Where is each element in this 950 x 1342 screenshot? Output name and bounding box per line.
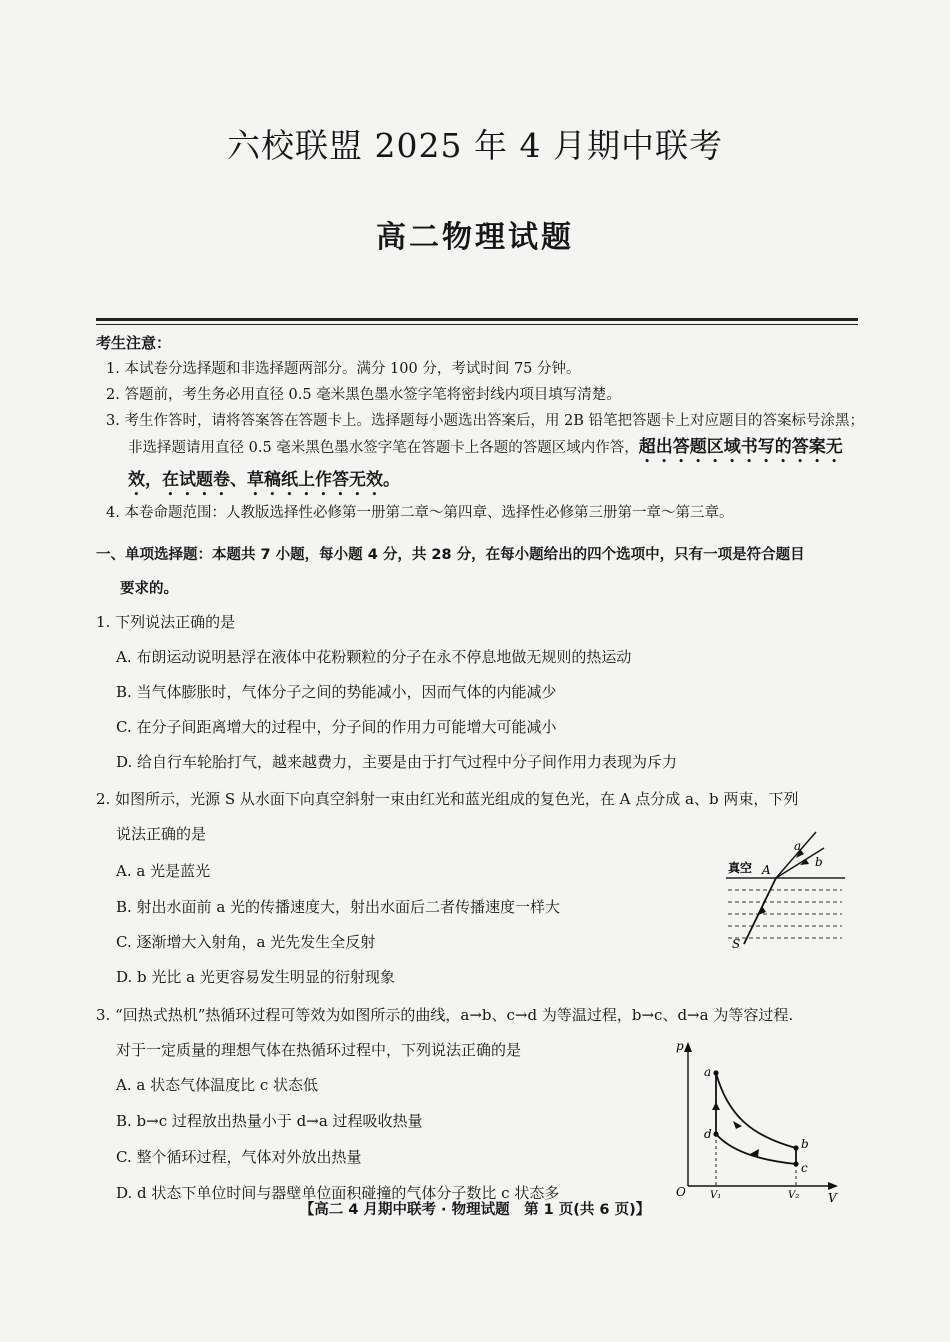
label-state-c: c	[801, 1161, 808, 1175]
label-state-a: a	[704, 1065, 712, 1079]
header-rule-thin	[96, 324, 858, 325]
da-direction-icon	[712, 1102, 720, 1110]
q1-option-d: D. 给自行车轮胎打气，越来越费力，主要是由于打气过程中分子间作用力表现为斥力	[116, 753, 678, 771]
exam-subtitle: 高二物理试题	[376, 220, 574, 255]
q3-option-b: B. b→c 过程放出热量小于 d→a 过程吸收热量	[116, 1112, 423, 1130]
section-heading-line2: 要求的。	[120, 581, 178, 597]
q2-option-d: D. b 光比 a 光更容易发生明显的衍射现象	[116, 968, 395, 986]
q1-option-a: A. 布朗运动说明悬浮在液体中花粉颗粒的分子在永不停息地做无规则的热运动	[116, 648, 632, 666]
label-v1: V₁	[710, 1190, 722, 1201]
q1-option-b: B. 当气体膨胀时，气体分子之间的势能减小，因而气体的内能减少	[116, 683, 557, 701]
label-point-a: A	[762, 863, 771, 877]
q2-option-b: B. 射出水面前 a 光的传播速度大，射出水面后二者传播速度一样大	[116, 898, 561, 916]
q2-option-a: A. a 光是蓝光	[116, 862, 211, 880]
header-rule-thick	[96, 318, 858, 321]
state-b	[793, 1145, 798, 1150]
label-vacuum: 真空	[728, 861, 753, 875]
q2-stem-line2: 说法正确的是	[116, 825, 207, 843]
label-state-b: b	[801, 1137, 809, 1151]
q3-option-c: C. 整个循环过程，气体对外放出热量	[116, 1148, 362, 1166]
notice-item-1: 1. 本试卷分选择题和非选择题两部分。满分 100 分，考试时间 75 分钟。	[106, 361, 581, 377]
label-ray-b: b	[815, 855, 823, 869]
page-footer: 【高二 4 月期中联考 · 物理试题 第 1 页(共 6 页)】	[299, 1202, 651, 1218]
label-ray-a: a	[794, 839, 802, 853]
exam-title: 六校联盟 2025 年 4 月期中联考	[227, 126, 723, 165]
water-lines	[728, 890, 842, 938]
q2-option-c: C. 逐渐增大入射角，a 光先发生全反射	[116, 933, 376, 951]
notice-item-4: 4. 本卷命题范围：人教版选择性必修第一册第二章～第四章、选择性必修第三册第一章～第三章。	[106, 505, 734, 521]
section-heading	[96, 538, 866, 606]
q3-option-a: A. a 状态气体温度比 c 状态低	[116, 1076, 319, 1094]
notice-item-3	[96, 408, 866, 500]
ab-direction-icon	[733, 1121, 742, 1129]
label-origin: O	[676, 1185, 686, 1199]
state-a	[713, 1070, 718, 1075]
isotherm-dc	[716, 1134, 796, 1164]
q1-option-c: C. 在分子间距离增大的过程中，分子间的作用力可能增大可能减小	[116, 718, 557, 736]
section-heading-line1: 一、单项选择题：本题共 7 小题，每小题 4 分，共 28 分，在每小题给出的四个选项中，只有一项是符合题目	[96, 547, 805, 563]
label-p: p	[676, 1039, 684, 1053]
v-axis-arrow-icon	[828, 1182, 838, 1190]
state-c	[793, 1161, 798, 1166]
notice-item-3-emphasis: 超出答题区域书写的答案无效，在试题卷、草稿纸上作答无效。	[128, 437, 843, 490]
isotherm-ab	[716, 1073, 796, 1148]
q3-stem-line1: 3. “回热式热机”热循环过程可等效为如图所示的曲线，a→b、c→d 为等温过程，b→c、d→a 为等容过程.	[96, 1006, 794, 1024]
q3-option-d: D. d 状态下单位时间与器壁单位面积碰撞的气体分子数比 c 状态多	[116, 1184, 560, 1202]
label-state-d: d	[704, 1127, 712, 1141]
label-source-s: S	[732, 937, 741, 951]
q2-stem-line1: 2. 如图所示，光源 S 从水面下向真空斜射一束由红光和蓝光组成的复色光，在 A 点分成 a、b 两束，下列	[96, 790, 799, 808]
label-v2: V₂	[788, 1190, 800, 1201]
label-v: V	[828, 1191, 837, 1204]
p-axis-arrow-icon	[684, 1042, 692, 1052]
q3-stem-line2: 对于一定质量的理想气体在热循环过程中，下列说法正确的是	[116, 1041, 522, 1059]
candidate-notice	[96, 330, 866, 526]
q3-pv-diagram	[672, 1036, 842, 1204]
state-d	[713, 1131, 718, 1136]
q2-refraction-figure	[720, 826, 850, 954]
notice-heading: 考生注意：	[96, 334, 172, 352]
notice-item-3-text: 3. 考生作答时，请将答案答在答题卡上。选择题每小题选出答案后，用 2B 铅笔把答题卡上对应题目的答案标号涂黑；非选择题请用直径 0.5 毫米黑色墨水签字笔在答题卡上各题的答题区域内作答，	[106, 413, 865, 456]
notice-item-2: 2. 答题前，考生务必用直径 0.5 毫米黑色墨水签字笔将密封线内项目填写清楚。	[106, 387, 621, 403]
q1-stem: 1. 下列说法正确的是	[96, 613, 236, 631]
